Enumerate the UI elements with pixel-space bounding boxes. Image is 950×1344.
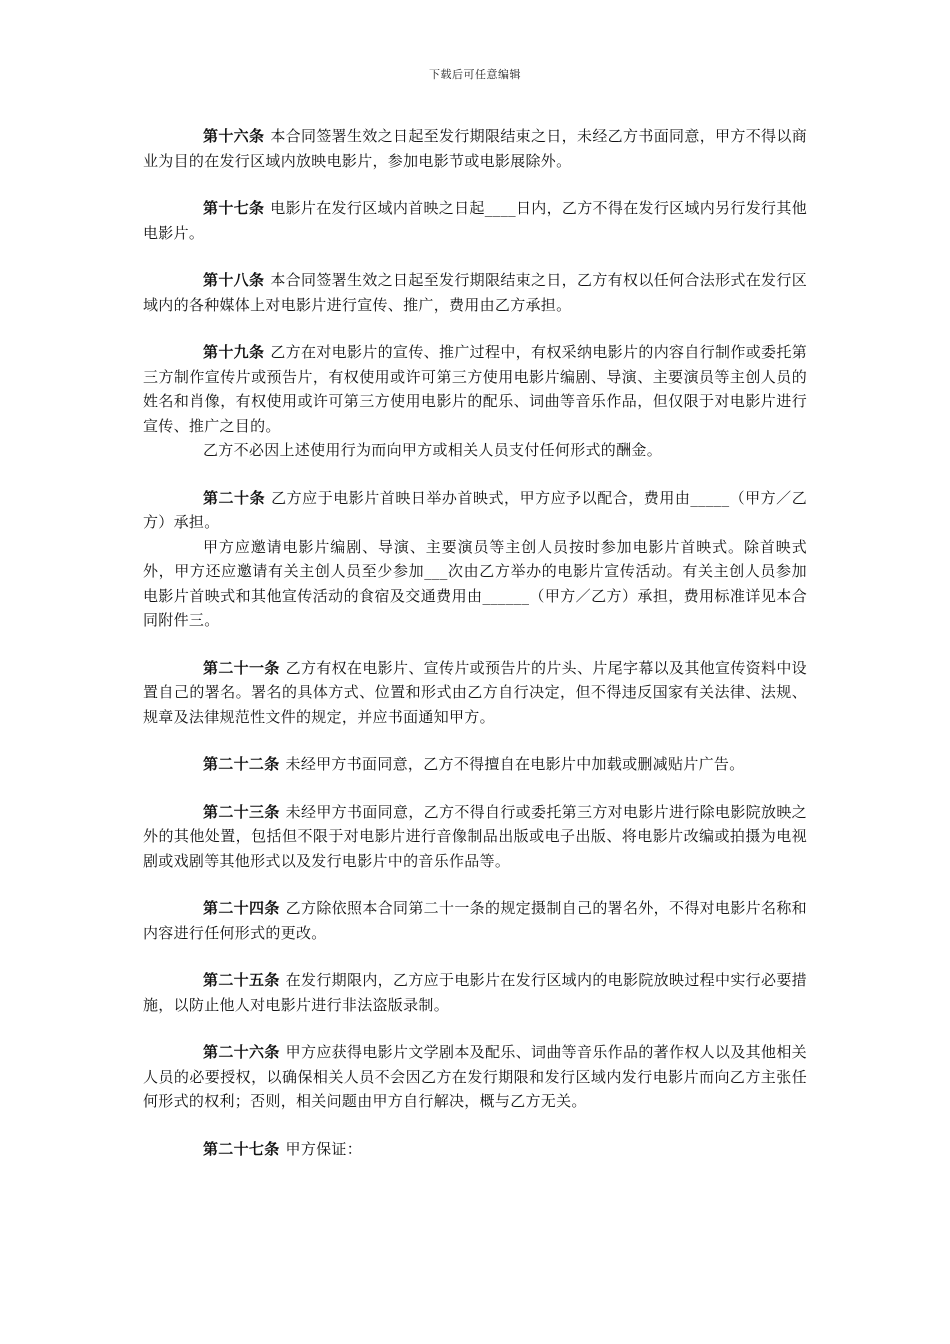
article-text: 甲方应邀请电影片编剧、导演、主要演员等主创人员按时参加电影片首映式。除首映式外，甲方还应邀请有关主创人员至少参加___次由乙方举办的电影片宣传活动。有关主创人员参加电影片首映式和其他宣传活动的食宿及交通费用由______（甲方／乙方）承担，费用标准详见本合同附件三。	[143, 537, 807, 629]
article-text: 甲方保证：	[285, 1139, 363, 1158]
article-text: 乙方除依照本合同第二十一条的规定摄制自己的署名外，不得对电影片名称和内容进行任何形式的更改。	[143, 899, 807, 942]
article-paragraph	[143, 268, 807, 317]
article-paragraph	[143, 1040, 807, 1114]
article-paragraph	[143, 535, 807, 633]
article-paragraph	[143, 340, 807, 438]
article-text: 乙方不必因上述使用行为而向甲方或相关人员支付任何形式的酬金。	[203, 441, 663, 459]
article-section	[143, 340, 807, 463]
article-number: 第二十四条	[203, 899, 280, 917]
article-number: 第二十六条	[203, 1043, 280, 1061]
article-paragraph	[143, 656, 807, 730]
article-number: 第二十五条	[203, 971, 280, 989]
article-text: 本合同签署生效之日起至发行期限结束之日，未经乙方书面同意，甲方不得以商业为目的在发行区域内放映电影片，参加电影节或电影展除外。	[143, 127, 807, 170]
document-body	[143, 124, 807, 1184]
article-number: 第二十一条	[203, 658, 280, 677]
article-paragraph	[143, 196, 807, 245]
article-number: 第二十二条	[203, 755, 280, 773]
article-text: 乙方应于电影片首映日举办首映式，甲方应予以配合，费用由_____（甲方／乙方）承担。	[143, 488, 808, 531]
article-text: 电影片在发行区域内首映之日起____日内，乙方不得在发行区域内另行发行其他电影片。	[143, 199, 807, 242]
article-section	[143, 752, 807, 777]
article-paragraph	[143, 1137, 807, 1162]
article-number: 第二十七条	[203, 1139, 280, 1158]
article-paragraph	[143, 752, 807, 777]
article-section	[143, 1137, 807, 1162]
article-section	[143, 196, 807, 245]
article-number: 第十九条	[203, 343, 265, 361]
article-number: 第十八条	[203, 271, 265, 289]
article-text: 未经甲方书面同意，乙方不得擅自在电影片中加载或删减贴片广告。	[285, 755, 745, 773]
article-section	[143, 268, 807, 317]
article-number: 第十七条	[203, 199, 265, 217]
article-number: 第二十条	[203, 488, 266, 507]
article-text: 未经甲方书面同意，乙方不得自行或委托第三方对电影片进行除电影院放映之外的其他处置，包括但不限于对电影片进行音像制品出版或电子出版、将电影片改编或拍摄为电视剧或戏剧等其他形式以及发行电影片中的音乐作品等。	[143, 802, 807, 870]
article-section	[143, 896, 807, 945]
article-text: 本合同签署生效之日起至发行期限结束之日，乙方有权以任何合法形式在发行区域内的各种媒体上对电影片进行宣传、推广，费用由乙方承担。	[143, 271, 807, 314]
article-section	[143, 656, 807, 730]
article-section	[143, 124, 807, 173]
article-paragraph	[143, 124, 807, 173]
article-text: 在发行期限内，乙方应于电影片在发行区域内的电影院放映过程中实行必要措施，以防止他人对电影片进行非法盗版录制。	[143, 971, 807, 1014]
article-number: 第二十三条	[203, 802, 280, 821]
article-section	[143, 486, 807, 633]
article-text: 乙方有权在电影片、宣传片或预告片的片头、片尾字幕以及其他宣传资料中设置自己的署名。署名的具体方式、位置和形式由乙方自行决定，但不得违反国家有关法律、法规、规章及法律规范性文件的规定，并应书面通知甲方。	[143, 658, 807, 726]
article-paragraph	[143, 438, 807, 463]
article-section	[143, 1040, 807, 1114]
article-section	[143, 800, 807, 874]
article-paragraph	[143, 896, 807, 945]
article-paragraph	[143, 968, 807, 1017]
article-section	[143, 968, 807, 1017]
page-header: 下载后可任意编辑	[429, 68, 521, 81]
article-paragraph	[143, 800, 807, 874]
article-paragraph	[143, 486, 807, 535]
article-text: 乙方在对电影片的宣传、推广过程中，有权采纳电影片的内容自行制作或委托第三方制作宣传片或预告片，有权使用或许可第三方使用电影片编剧、导演、主要演员等主创人员的姓名和肖像，有权使用或许可第三方使用电影片的配乐、词曲等音乐作品，但仅限于对电影片进行宣传、推广之目的。	[143, 343, 807, 435]
article-number: 第十六条	[203, 127, 265, 145]
article-text: 甲方应获得电影片文学剧本及配乐、词曲等音乐作品的著作权人以及其他相关人员的必要授权，以确保相关人员不会因乙方在发行期限和发行区域内发行电影片而向乙方主张任何形式的权利；否则，相关问题由甲方自行解决，概与乙方无关。	[143, 1043, 807, 1110]
